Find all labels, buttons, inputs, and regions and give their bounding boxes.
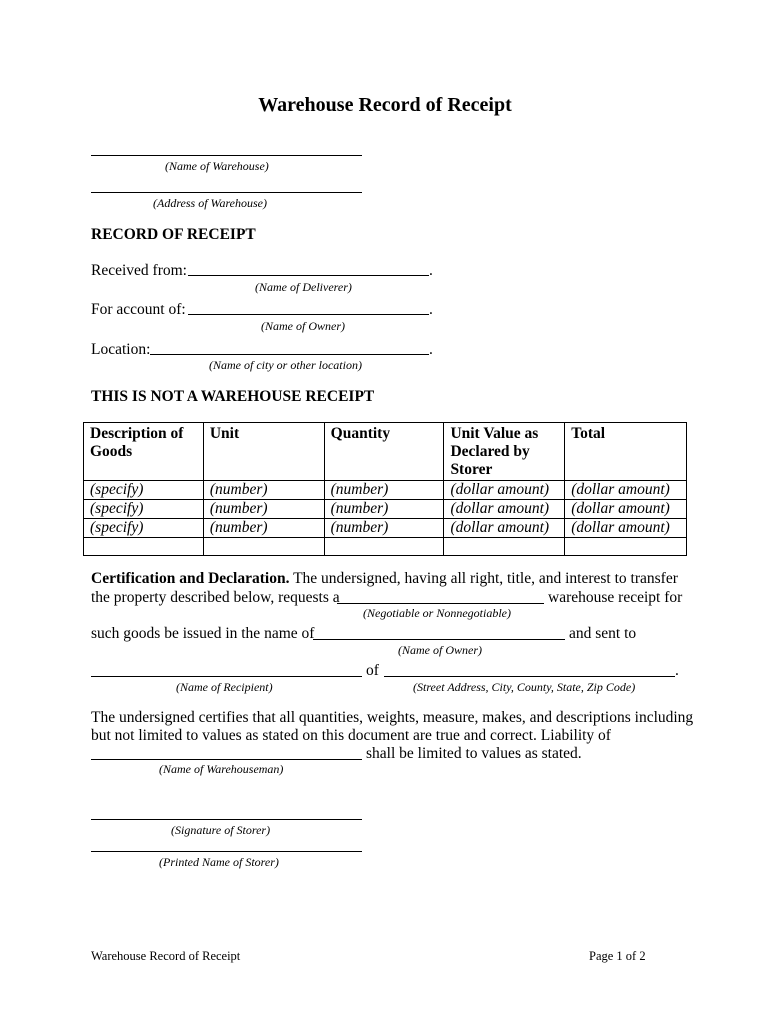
warehouseman-caption: (Name of Warehouseman) — [159, 762, 284, 776]
deliverer-caption: (Name of Deliverer) — [255, 280, 352, 294]
certification-text-3a: such goods be issued in the name of — [91, 625, 315, 642]
table-cell-empty[interactable] — [84, 538, 204, 556]
certification-heading: Certification and Declaration. — [91, 570, 290, 587]
issue-name-line[interactable] — [313, 639, 565, 640]
table-cell[interactable]: (dollar amount) — [565, 500, 687, 519]
table-cell[interactable]: (number) — [203, 481, 324, 500]
warehouse-name-line[interactable] — [91, 155, 362, 156]
for-account-of-label: For account of: — [91, 301, 186, 318]
certification-text-2a: the property described below, requests a — [91, 589, 340, 606]
table-cell-empty[interactable] — [444, 538, 565, 556]
table-cell-empty[interactable] — [565, 538, 687, 556]
table-cell[interactable]: (specify) — [84, 500, 204, 519]
not-warehouse-receipt-heading: THIS IS NOT A WAREHOUSE RECEIPT — [91, 388, 375, 405]
location-line[interactable] — [150, 354, 429, 355]
warehouse-address-line[interactable] — [91, 192, 362, 193]
column-header: Quantity — [324, 423, 444, 481]
certification-text-3b: and sent to — [569, 625, 637, 642]
issue-owner-caption: (Name of Owner) — [398, 643, 482, 657]
column-header: Unit Value as Declared by Storer — [444, 423, 565, 481]
owner-caption: (Name of Owner) — [261, 319, 345, 333]
footer-left: Warehouse Record of Receipt — [91, 949, 241, 963]
location-caption: (Name of city or other location) — [209, 358, 362, 372]
negotiable-line[interactable] — [337, 603, 544, 604]
table-empty-row — [84, 538, 687, 556]
of-word: of — [366, 662, 379, 679]
table-header-row — [84, 423, 687, 481]
goods-table — [83, 422, 687, 556]
certification-text-1: The undersigned, having all right, title, and interest to transfer — [293, 570, 678, 587]
table-cell[interactable]: (number) — [324, 519, 444, 538]
for-account-of-period: . — [429, 301, 433, 318]
column-header: Unit — [203, 423, 324, 481]
table-row — [84, 519, 687, 538]
document-title: Warehouse Record of Receipt — [258, 94, 512, 116]
recipient-address-period: . — [675, 662, 679, 679]
certifies-text-3: shall be limited to values as stated. — [366, 745, 582, 762]
table-cell[interactable]: (dollar amount) — [565, 481, 687, 500]
footer-page-number: Page 1 of 2 — [589, 949, 646, 963]
table-cell[interactable]: (number) — [203, 500, 324, 519]
table-cell[interactable]: (specify) — [84, 481, 204, 500]
recipient-line[interactable] — [91, 676, 362, 677]
certification-text-2b: warehouse receipt for — [548, 589, 683, 606]
table-cell[interactable]: (dollar amount) — [565, 519, 687, 538]
for-account-of-line[interactable] — [188, 314, 429, 315]
received-from-period: . — [429, 262, 433, 279]
printed-name-line[interactable] — [91, 851, 362, 852]
printed-name-caption: (Printed Name of Storer) — [159, 855, 279, 869]
warehouseman-line[interactable] — [91, 759, 362, 760]
warehouse-address-caption: (Address of Warehouse) — [153, 196, 267, 210]
received-from-line[interactable] — [188, 275, 429, 276]
table-row — [84, 481, 687, 500]
table-cell[interactable]: (number) — [203, 519, 324, 538]
table-cell-empty[interactable] — [203, 538, 324, 556]
recipient-caption: (Name of Recipient) — [176, 680, 273, 694]
certifies-text-1: The undersigned certifies that all quantities, weights, measure, makes, and descriptions including — [91, 709, 694, 726]
certification-line-1 — [91, 570, 678, 588]
column-header: Description of Goods — [84, 423, 204, 481]
signature-caption: (Signature of Storer) — [171, 823, 271, 837]
location-label: Location: — [91, 341, 151, 358]
table-cell-empty[interactable] — [324, 538, 444, 556]
table-cell[interactable]: (dollar amount) — [444, 519, 565, 538]
table-cell[interactable]: (specify) — [84, 519, 204, 538]
table-cell[interactable]: (number) — [324, 500, 444, 519]
signature-line[interactable] — [91, 819, 362, 820]
certifies-text-2: but not limited to values as stated on this document are true and correct. Liability of — [91, 727, 611, 744]
warehouse-name-caption: (Name of Warehouse) — [165, 159, 269, 173]
received-from-label: Received from: — [91, 262, 187, 279]
location-period: . — [429, 341, 433, 358]
table-cell[interactable]: (number) — [324, 481, 444, 500]
recipient-address-caption: (Street Address, City, County, State, Zip Code) — [413, 680, 636, 694]
table-cell[interactable]: (dollar amount) — [444, 500, 565, 519]
column-header: Total — [565, 423, 687, 481]
negotiable-caption: (Negotiable or Nonnegotiable) — [363, 606, 511, 620]
table-row — [84, 500, 687, 519]
recipient-address-line[interactable] — [384, 676, 675, 677]
table-cell[interactable]: (dollar amount) — [444, 481, 565, 500]
record-of-receipt-heading: RECORD OF RECEIPT — [91, 226, 256, 243]
